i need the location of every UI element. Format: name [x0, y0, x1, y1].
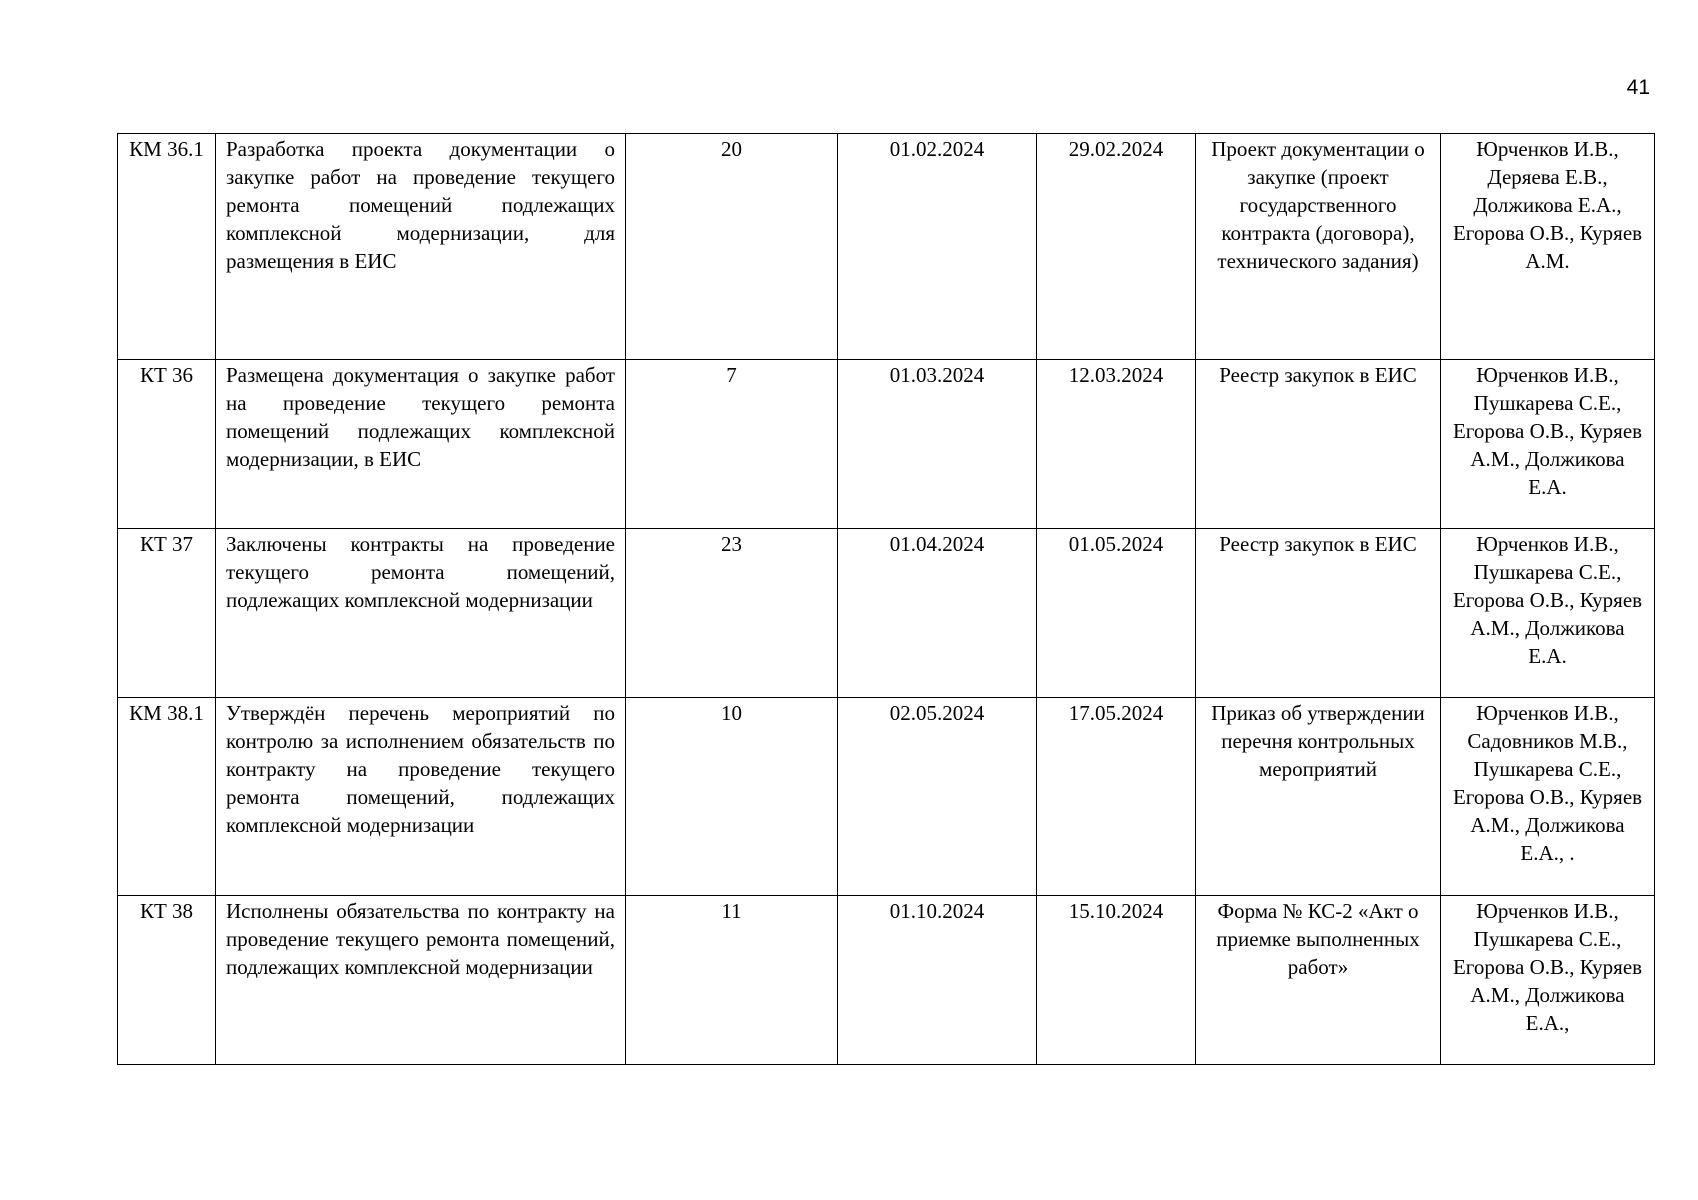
row-duration: 7	[626, 360, 838, 529]
row-end-date: 17.05.2024	[1037, 698, 1196, 896]
row-result-document: Приказ об утверждении перечня контрольных мероприятий	[1196, 698, 1441, 896]
row-code: КМ 36.1	[118, 134, 216, 360]
row-name: Утверждён перечень мероприятий по контролю за исполнением обязательств по контракту на проведение текущего ремонта помещений, подлежащих комплексной модернизации	[216, 698, 626, 896]
row-end-date: 29.02.2024	[1037, 134, 1196, 360]
row-name: Размещена документация о закупке работ на проведение текущего ремонта помещений подлежащих комплексной модернизации, в ЕИС	[216, 360, 626, 529]
table-row	[118, 698, 1655, 896]
row-responsible: Юрченков И.В., Пушкарева С.Е., Егорова О.В., Куряев А.М., Должикова Е.А.	[1441, 529, 1655, 698]
row-start-date: 01.04.2024	[838, 529, 1037, 698]
row-name: Заключены контракты на проведение текущего ремонта помещений, подлежащих комплексной модернизации	[216, 529, 626, 698]
row-result-document: Реестр закупок в ЕИС	[1196, 360, 1441, 529]
row-responsible: Юрченков И.В., Пушкарева С.Е., Егорова О.В., Куряев А.М., Должикова Е.А.,	[1441, 896, 1655, 1065]
table-row	[118, 896, 1655, 1065]
row-code: КТ 37	[118, 529, 216, 698]
row-code: КТ 36	[118, 360, 216, 529]
row-result-document: Проект документации о закупке (проект государственного контракта (договора), технического задания)	[1196, 134, 1441, 360]
schedule-table	[117, 133, 1655, 1065]
page-number: 41	[1626, 76, 1650, 99]
row-code: КМ 38.1	[118, 698, 216, 896]
table-row	[118, 360, 1655, 529]
row-responsible: Юрченков И.В., Деряева Е.В., Должикова Е.А., Егорова О.В., Куряев А.М.	[1441, 134, 1655, 360]
row-duration: 23	[626, 529, 838, 698]
row-end-date: 15.10.2024	[1037, 896, 1196, 1065]
row-code: КТ 38	[118, 896, 216, 1065]
row-result-document: Форма № КС-2 «Акт о приемке выполненных работ»	[1196, 896, 1441, 1065]
row-duration: 11	[626, 896, 838, 1065]
row-result-document: Реестр закупок в ЕИС	[1196, 529, 1441, 698]
row-start-date: 02.05.2024	[838, 698, 1037, 896]
table-row	[118, 529, 1655, 698]
row-duration: 10	[626, 698, 838, 896]
row-duration: 20	[626, 134, 838, 360]
row-responsible: Юрченков И.В., Пушкарева С.Е., Егорова О.В., Куряев А.М., Должикова Е.А.	[1441, 360, 1655, 529]
row-name: Разработка проекта документации о закупке работ на проведение текущего ремонта помещений подлежащих комплексной модернизации, для размещения в ЕИС	[216, 134, 626, 360]
row-start-date: 01.03.2024	[838, 360, 1037, 529]
row-responsible: Юрченков И.В., Садовников М.В., Пушкарева С.Е., Егорова О.В., Куряев А.М., Должикова Е.А., .	[1441, 698, 1655, 896]
table-row	[118, 134, 1655, 360]
row-end-date: 12.03.2024	[1037, 360, 1196, 529]
row-start-date: 01.02.2024	[838, 134, 1037, 360]
row-start-date: 01.10.2024	[838, 896, 1037, 1065]
row-name: Исполнены обязательства по контракту на проведение текущего ремонта помещений, подлежащих комплексной модернизации	[216, 896, 626, 1065]
row-end-date: 01.05.2024	[1037, 529, 1196, 698]
